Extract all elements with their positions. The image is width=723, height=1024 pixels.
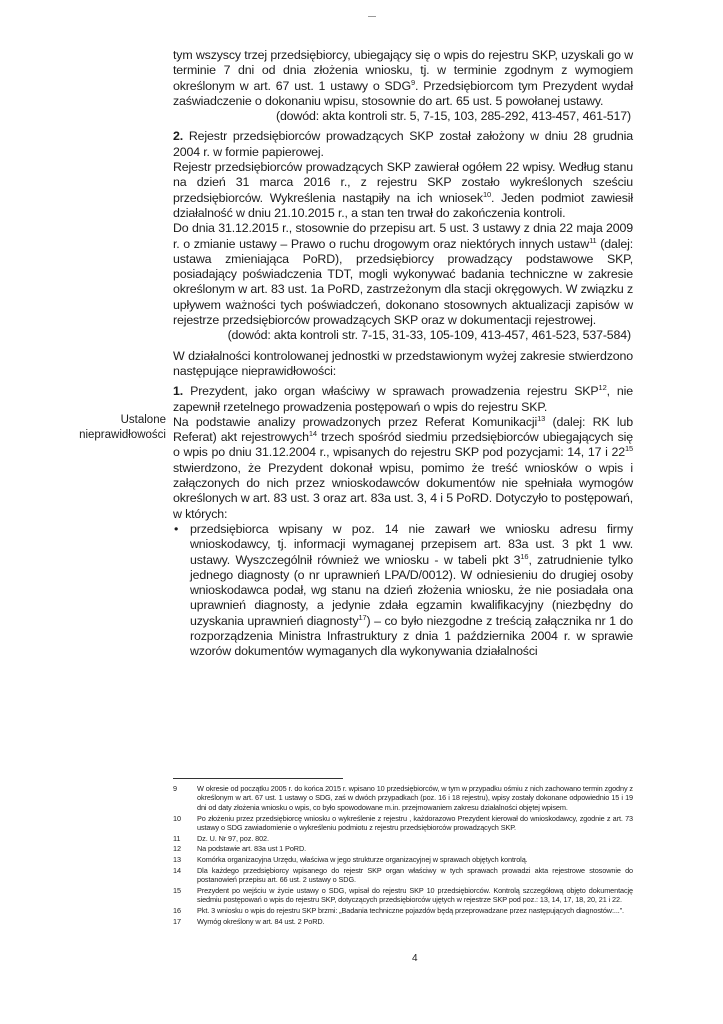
paragraph-number: 2. [173, 129, 184, 144]
footnote-14: 14 Dla każdego przedsiębiorcy wpisanego do rejestr SKP organ właściwy w tych sprawach prowadzi akta rejestrowe stosownie do postanowień przepisu art. 66 ust. 2 ustawy o SDG. [173, 865, 633, 885]
footnote-ref-12[interactable]: 12 [598, 383, 607, 393]
evidence-note-1: (dowód: akta kontroli str. 5, 7-15, 103, 285-292, 413-457, 461-517) [275, 109, 631, 124]
scan-mark [368, 16, 376, 17]
footnote-ref-15[interactable]: 15 [624, 444, 633, 454]
paragraph-7: Na podstawie analizy prowadzonych przez Referat Komunikacji$^{13}$ (dalej: RK lub Referat) akt rejestrowych$^{14}$ trzech spośród siedmiu przedsiębiorców ubiegających się o wpis po dniu 31.12.2004 r., wpisanych do rejestru SKP pod pozycjami: 14, 17 i $22^{15}$ stwierdzono, że Prezydent dokonał wpisu, pomimo że treść wniosków o wpis i załączonych do nich przez wnioskodawców dokumentów nie spełniała wymogów określonych w art. 83 ust. 3 oraz art. 83a ust. 3, 4 i 5 PoRD. Dotyczyło to postępowań, w których: [173, 413, 634, 521]
footnote-ref-14[interactable]: 14 [308, 429, 317, 438]
margin-label: Ustalone nieprawidłowości [79, 414, 166, 441]
paragraph-3: Rejestr przedsiębiorców prowadzących SKP zawierał ogółem 22 wpisy. Według stanu na dzień 31 marca 2016 r., z rejestru SKP zostało wykreślonych sześciu przedsiębiorców. Wykreślenia nastąpiły na ich wniosek$^{10}$. Jeden podmiot zawiesił działalność w dniu 21.10.2015 r., a stan ten trwał do zakończenia kontroli. [173, 160, 634, 220]
footnotes [173, 784, 633, 927]
footnote-ref-10[interactable]: 10 [482, 189, 491, 199]
footnote-11: 11 Dz. U. Nr 97, poz. 802. [173, 833, 269, 843]
paragraph-2: 2. Rejestr przedsiębiorców prowadzących SKP został założony w dniu 28 grudnia 2004 r. w formie papierowej. [173, 129, 633, 159]
footnote-ref-11[interactable]: 11 [589, 235, 597, 245]
footnote-17: 17 Wymóg określony w art. 84 ust. 2 PoRD. [173, 916, 325, 926]
paragraph-1: tym wszyscy trzej przedsiębiorcy, ubiegający się o wpis do rejestru SKP, uzyskali go w terminie 7 dni od dnia złożenia wniosku, tj. w terminie zgodnym z wymogiem określonym w art. 67 ust. 1 ustawy o SDG$^9$. Przedsiębiorcom tym Prezydent wydał zaświadczenie o dokonaniu wpisu, stosownie do art. 65 ust. 5 powołanej ustawy. [173, 48, 633, 108]
footnote-ref-13[interactable]: 13 [537, 413, 546, 423]
footnote-ref-17[interactable]: 17 [358, 612, 367, 622]
footnote-ref-9[interactable]: 9 [410, 77, 415, 87]
paragraph-4: Do dnia 31.12.2015 r., stosownie do przepisu art. 5 ust. 3 ustawy z dnia 22 maja 2009 r. o zmianie ustawy – Prawo o ruchu drogowym oraz niektórych innych ustaw$^{11}$ (dalej: ustawa zmieniająca PoRD), przedsiębiorcy prowadzący podstawowe SKP, posiadający poświadczenia TDT, mogli wykonywać badania techniczne w zakresie określonym w art. 83 ust. 1a PoRD, zastrzeżonym dla stacji okręgowych. W związku z upływem ważności tych poświadczeń, dokonano stosownych aktualizacji zapisów w rejestrze przedsiębiorców prowadzących SKP oraz w dokumentacji rejestrowej. [173, 221, 633, 328]
main-text [173, 48, 633, 660]
bullet-marker: • [174, 521, 179, 536]
footnote-separator [173, 778, 343, 779]
footnote-ref-16[interactable]: 16 [520, 551, 529, 561]
footnote-13: 13 Komórka organizacyjna Urzędu, właściwa w jego strukturze organizacyjnej w sprawach objętych kontrolą. [173, 855, 528, 865]
footnote-9: 9 W okresie od początku 2005 r. do końca 2015 r. wpisano 10 przedsiębiorców, w tym w przypadku ośmiu z nich zachowano termin zgodny z określonym w art. 67 ust. 1 ustawy o SDG, zaś w dwóch przypadkach (poz. 16 i 18 rejestru), wpisy zostały dokonane odpowiednio 15 i 19 dni od daty złożenia wniosku o wpis, co było spowodowane m.in. przejmowaniem zakresu działalności objętej wpisem. [173, 784, 633, 812]
paragraph-6: 1. Prezydent, jako organ właściwy w sprawach prowadzenia rejestru SKP$^{12}$, nie zapewnił rzetelnego prowadzenia postępowań o wpis do rejestru SKP. [173, 383, 634, 414]
page-number: 4 [412, 953, 418, 964]
footnote-10: 10 Po złożeniu przez przedsiębiorcę wniosku o wykreślenie z rejestru , każdorazowo Prezydent kierował do wnioskodawcy, zgodnie z art. 73 ustawy o SDG zawiadomienie o wykreśleniu podmiotu z rejestru przedsiębiorców prowadzących SKP. [173, 813, 633, 832]
footnote-16: 16 Pkt. 3 wniosku o wpis do rejestru SKP brzmi: „Badania techniczne pojazdów będą przeprowadzane przez następujących diagnostów:...”. [173, 905, 624, 915]
paragraph-number: 1. [173, 384, 184, 399]
footnote-12: 12 Na podstawie art. 83a ust 1 PoRD. [173, 844, 307, 854]
bullet-item: • przedsiębiorca wpisany w poz. 14 nie zawarł we wniosku adresu firmy wnioskodawcy, tj. informacji wymaganej przepisem art. 83a ust. 3 pkt 1 ww. ustawy. Wyszczególnił również we wniosku - w tabeli pkt $3^{16}$, zatrudnienie tylko jednego diagnosty (o nr uprawnień LPA/D/0012). W odniesieniu do drugiej osoby wnioskodawca podał, wg stanu na dzień złożenia wniosku, że nie posiadała ona uprawnień diagnosty, a jedynie zdała egzamin kwalifikacyjny (niezbędny do uzyskania uprawnień diagnosty$^{17}$) – co było niezgodne z treścią załącznika nr 1 do rozporządzenia Ministra Infrastruktury z dnia 1 października 2004 r. w sprawie wzorów dokumentów wymaganych dla wykonywania działalności [174, 521, 634, 659]
footnote-15: 15 Prezydent po wejściu w życie ustawy o SDG, wpisał do rejestru SKP 10 przedsiębiorców. Kontrolą szczegółową objęto dokumentację siedmiu postępowań o wpis do rejestru SKP, dotyczących przedsiębiorców ujętych w rejestrze SKP pod poz.: 13, 14, 17, 18, 20, 21 i 22. [173, 885, 633, 905]
paragraph-5: W działalności kontrolowanej jednostki w przedstawionym wyżej zakresie stwierdzono następujące nieprawidłowości: [173, 348, 633, 378]
evidence-note-2: (dowód: akta kontroli str. 7-15, 31-33, 105-109, 413-457, 461-523, 537-584) [227, 328, 631, 343]
